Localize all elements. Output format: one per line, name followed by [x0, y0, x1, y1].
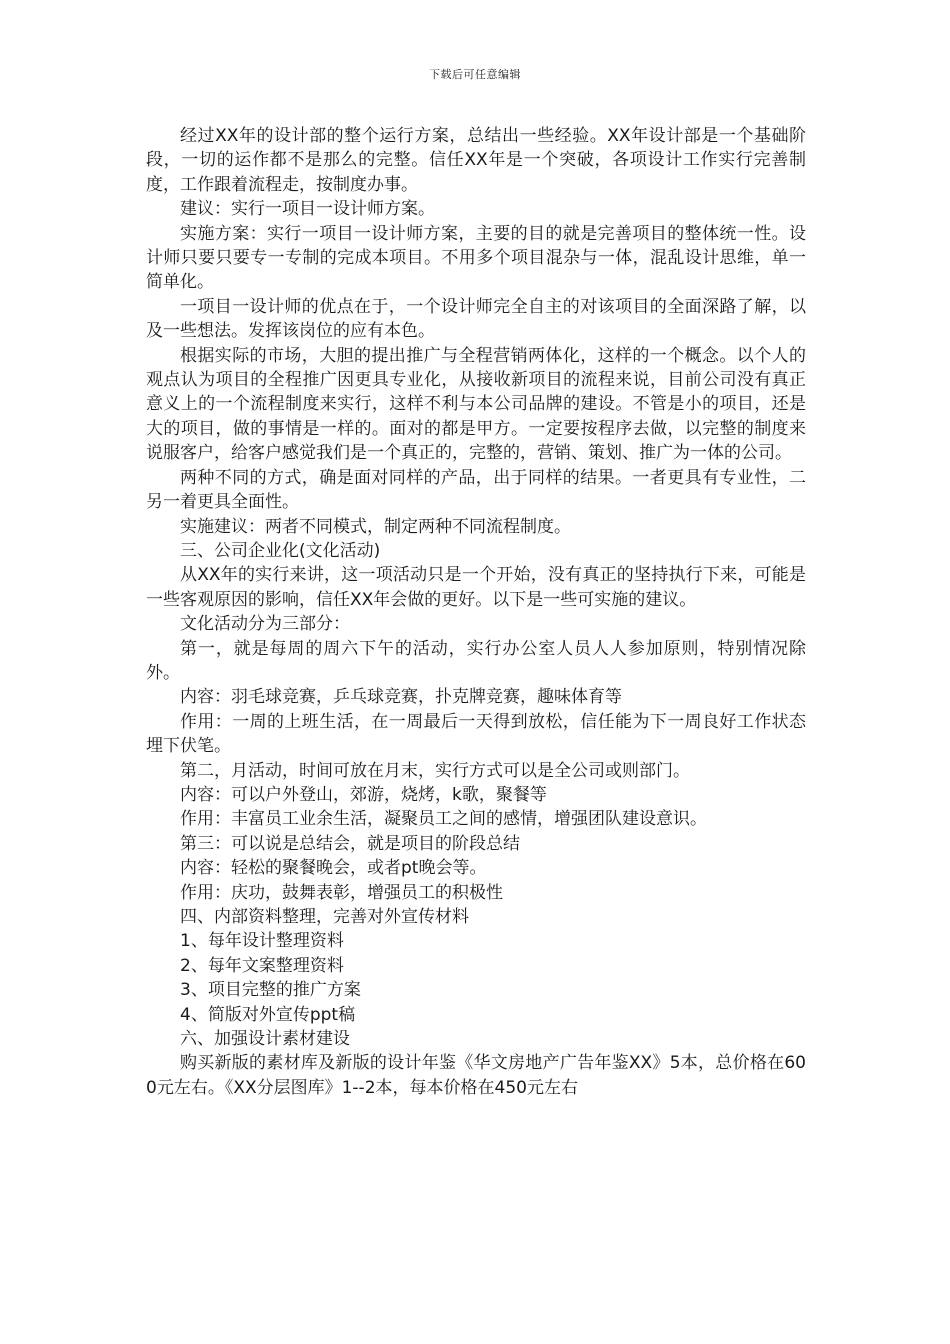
- paragraph-advantage: 一项目一设计师的优点在于，一个设计师完全自主的对该项目的全面深路了解，以及一些想法。发挥该岗位的应有本色。: [146, 296, 806, 342]
- paragraph-suggestion: 建议：实行一项目一设计师方案。: [180, 199, 435, 220]
- list-item: 4、简版对外宣传ppt稿: [180, 1004, 356, 1025]
- section-heading-3: 三、公司企业化(文化活动): [180, 540, 381, 561]
- paragraph-materials: 购买新版的素材库及新版的设计年鉴《华文房地产广告年鉴XX》5本，总价格在600元左右。《XX分层图库》1--2本，每本价格在450元左右: [146, 1053, 806, 1098]
- paragraph-implement-suggestion: 实施建议：两者不同模式，制定两种不同流程制度。: [180, 516, 571, 537]
- paragraph-plan: 实施方案：实行一项目一设计师方案，主要的目的就是完善项目的整体统一性。设计师只要只要专一专制的完成本项目。不用多个项目混杂与一体，混乱设计思维，单一简单化。: [146, 223, 806, 293]
- paragraph-culture-intro: 从XX年的实行来讲，这一项活动只是一个开始，没有真正的坚持执行下来，可能是一些客观原因的影响，信任XX年会做的更好。以下是一些可实施的建议。: [146, 565, 806, 610]
- paragraph-summary-meeting: 第三：可以说是总结会，就是项目的阶段总结: [180, 833, 520, 854]
- section-heading-6: 六、加强设计素材建设: [180, 1029, 350, 1050]
- section-heading-4: 四、内部资料整理，完善对外宣传材料: [180, 907, 469, 927]
- paragraph-monthly: 第二，月活动，时间可放在月末，实行方式可以是全公司或则部门。: [180, 760, 690, 781]
- paragraph-summary-effect: 作用：庆功，鼓舞表彰，增强员工的积极性: [180, 882, 503, 903]
- page-header: 下载后可任意编辑: [429, 68, 521, 81]
- list-item: 3、项目完整的推广方案: [180, 980, 361, 1001]
- paragraph-intro: 经过XX年的设计部的整个运行方案，总结出一些经验。XX年设计部是一个基础阶段，一切的运作都不是那么的完整。信任XX年是一个突破，各项设计工作实行完善制度，工作跟着流程走，按制度办事。: [146, 126, 806, 195]
- paragraph-monthly-effect: 作用：丰富员工业余生活，凝聚员工之间的感情，增强团队建设意识。: [180, 809, 707, 830]
- paragraph-weekly-effect: 作用：一周的上班生活，在一周最后一天得到放松，信任能为下一周良好工作状态埋下伏笔。: [146, 711, 806, 757]
- paragraph-weekly-content: 内容：羽毛球竞赛，乒乓球竞赛，扑克牌竞赛，趣味体育等: [180, 687, 622, 708]
- document-body: [146, 124, 806, 1100]
- list-item: 1、每年设计整理资料: [180, 931, 344, 952]
- paragraph-market: 根据实际的市场，大胆的提出推广与全程营销两体化，这样的一个概念。以个人的观点认为项目的全程推广因更具专业化，从接收新项目的流程来说，目前公司没有真正意义上的一个流程制度来实行，这样不利与本公司品牌的建设。不管是小的项目，还是大的项目，做的事情是一样的。面对的都是甲方。一定要按程序去做，以完整的制度来说服客户，给客户感觉我们是一个真正的，完整的，营销、策划、推广为一体的公司。: [146, 345, 806, 464]
- paragraph-culture-parts: 文化活动分为三部分：: [180, 614, 350, 635]
- paragraph-summary-content: 内容：轻松的聚餐晚会，或者pt晚会等。: [180, 858, 487, 879]
- paragraph-monthly-content: 内容：可以户外登山，郊游，烧烤，k歌，聚餐等: [180, 784, 547, 805]
- paragraph-two-methods: 两种不同的方式，确是面对同样的产品，出于同样的结果。一者更具有专业性，二另一着更具全面性。: [146, 467, 806, 513]
- list-item: 2、每年文案整理资料: [180, 955, 344, 976]
- paragraph-weekly: 第一，就是每周的周六下午的活动，实行办公室人员人人参加原则，特别情况除外。: [146, 638, 806, 683]
